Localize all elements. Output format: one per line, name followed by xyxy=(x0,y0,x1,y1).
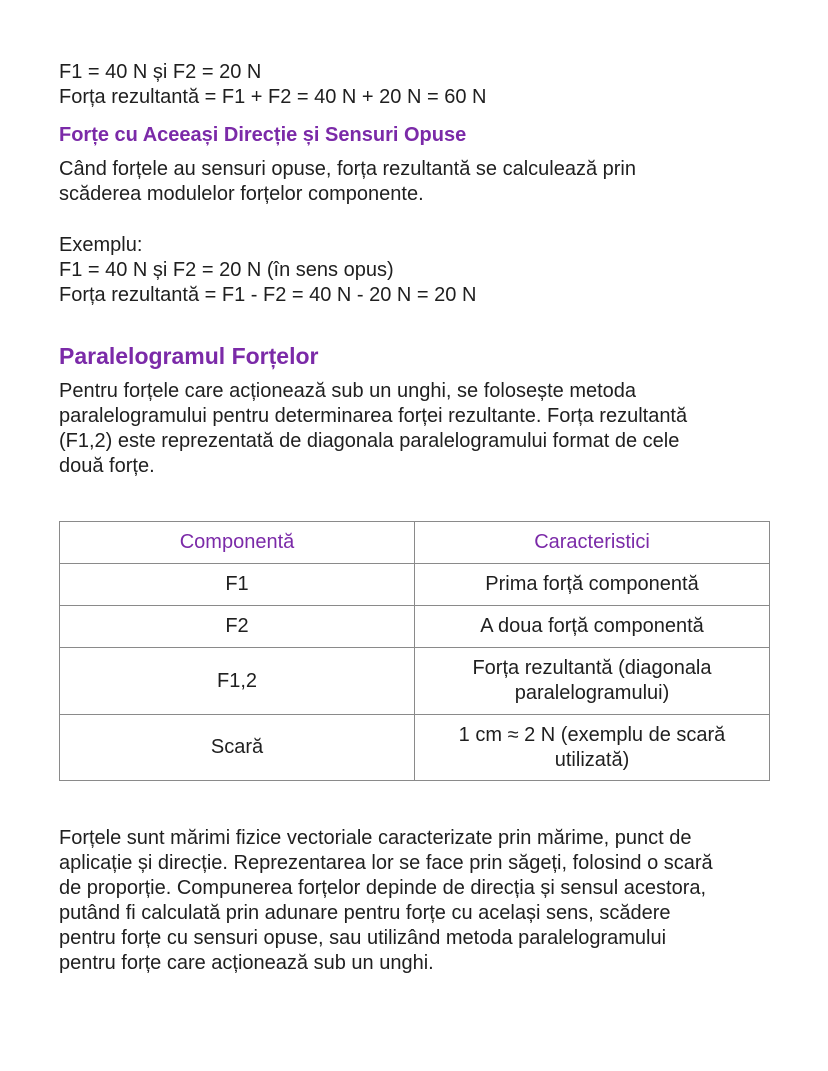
summary-line-1: Forțele sunt mărimi fizice vectoriale caracterizate prin mărime, punct de xyxy=(59,827,692,849)
cell-characteristic: Prima forță componentă xyxy=(415,564,770,606)
summary-line-6: pentru forțe care acționează sub un unghi. xyxy=(59,952,434,974)
opposite-para-line-1: Când forțele au sensuri opuse, forța rezultantă se calculează prin xyxy=(59,158,637,180)
cell-characteristic xyxy=(415,648,770,715)
table-header-row xyxy=(60,522,770,564)
intro-line-1: F1 = 40 N și F2 = 20 N xyxy=(59,61,262,83)
cell-component: F1 xyxy=(60,564,415,606)
cell-characteristic-line-2: paralelogramului) xyxy=(514,682,670,704)
cell-characteristic-line-2: utilizată) xyxy=(554,748,630,771)
table-row xyxy=(60,606,770,648)
parallelogram-line-4: două forțe. xyxy=(59,455,155,477)
parallelogram-heading-block xyxy=(59,342,771,370)
parallelogram-paragraph xyxy=(59,379,771,479)
table-row xyxy=(60,648,770,715)
opposite-section xyxy=(59,123,771,148)
example-label: Exemplu: xyxy=(59,234,143,256)
cell-component: F2 xyxy=(60,606,415,648)
summary-line-2: aplicație și direcție. Reprezentarea lor se face prin săgeți, folosind o scară xyxy=(59,852,713,874)
summary-paragraph xyxy=(59,826,771,976)
cell-characteristic-line-1: 1 cm ≈ 2 N (exemplu de scară xyxy=(458,723,726,746)
opposite-example xyxy=(59,233,771,308)
components-table xyxy=(59,521,770,781)
intro-example xyxy=(59,60,771,110)
opposite-para-line-2: scăderea modulelor forțelor componente. xyxy=(59,183,424,205)
summary-line-3: de proporție. Compunerea forțelor depinde de direcția și sensul acestora, xyxy=(59,877,707,899)
cell-characteristic xyxy=(415,715,770,781)
example-line-2: Forța rezultantă = F1 - F2 = 40 N - 20 N = 20 N xyxy=(59,284,477,306)
header-component: Componentă xyxy=(60,522,415,564)
parallelogram-line-3: (F1,2) este reprezentată de diagonala paralelogramului format de cele xyxy=(59,430,680,452)
summary-line-5: pentru forțe cu sensuri opuse, sau utilizând metoda paralelogramului xyxy=(59,927,667,949)
parallelogram-line-2: paralelogramului pentru determinarea forței rezultante. Forța rezultantă xyxy=(59,405,688,427)
cell-characteristic-line-1: Forța rezultantă (diagonala xyxy=(472,657,712,679)
cell-component: F1,2 xyxy=(60,648,415,715)
intro-line-2: Forța rezultantă = F1 + F2 = 40 N + 20 N = 60 N xyxy=(59,86,487,108)
summary-line-4: putând fi calculată prin adunare pentru forțe cu același sens, scădere xyxy=(59,902,671,924)
cell-component: Scară xyxy=(60,715,415,781)
table-row xyxy=(60,564,770,606)
parallelogram-heading: Paralelogramul Forțelor xyxy=(59,343,319,369)
opposite-heading: Forțe cu Aceeași Direcție și Sensuri Opuse xyxy=(59,124,467,146)
parallelogram-line-1: Pentru forțele care acționează sub un unghi, se folosește metoda xyxy=(59,380,637,402)
header-characteristics: Caracteristici xyxy=(415,522,770,564)
opposite-paragraph xyxy=(59,157,771,207)
cell-characteristic: A doua forță componentă xyxy=(415,606,770,648)
table-row xyxy=(60,715,770,781)
example-line-1: F1 = 40 N și F2 = 20 N (în sens opus) xyxy=(59,259,394,281)
